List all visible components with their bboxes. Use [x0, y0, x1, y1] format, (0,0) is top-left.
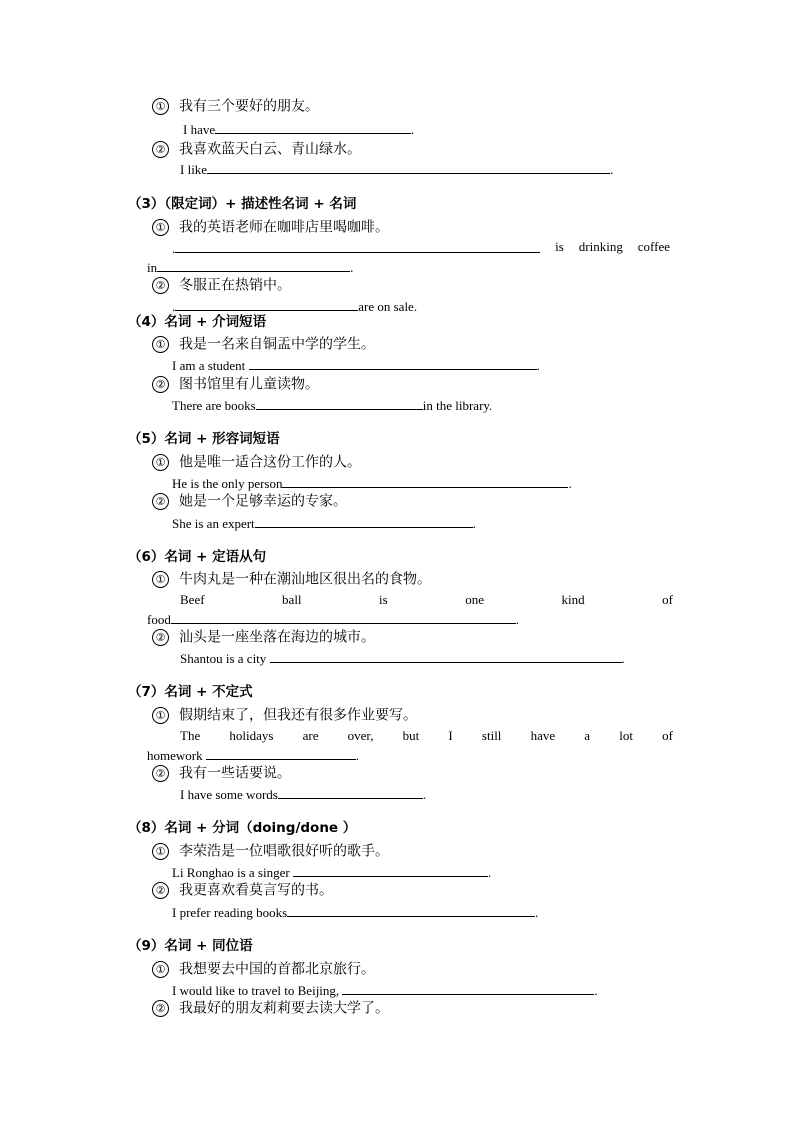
item-number: ① [152, 707, 169, 724]
answer-blank[interactable] [256, 397, 423, 410]
item-7-1-chinese: ① 假期结束了，但我还有很多作业要写。 [152, 707, 417, 724]
item-9-1-english: I would like to travel to Beijing, . [172, 983, 598, 998]
item-4-2-english: There are books in the library. [172, 398, 493, 413]
section-heading-5: （5）名词 + 形容词短语 [128, 431, 280, 447]
item-8-1-chinese: ① 李荣浩是一位唱歌很好听的歌手。 [152, 843, 389, 860]
item-number: ① [152, 219, 169, 236]
item-number: ① [152, 961, 169, 978]
section-heading-7: （7）名词 + 不定式 [128, 684, 253, 700]
item-8-2-english: I prefer reading books . [172, 905, 539, 920]
answer-blank[interactable] [175, 240, 540, 253]
item-6-1-english: Beef ball is one kind of [180, 592, 673, 607]
item-2-1-chinese: ① 我有三个要好的朋友。 [152, 98, 319, 115]
item-number: ① [152, 843, 169, 860]
item-number: ② [152, 629, 169, 646]
answer-blank[interactable] [278, 786, 423, 799]
item-7-1-english-cont: homework . [147, 748, 360, 763]
answer-blank[interactable] [249, 357, 537, 370]
item-2-2-english: I like . [180, 162, 614, 177]
item-5-1-chinese: ① 他是唯一适合这份工作的人。 [152, 454, 361, 471]
item-5-1-english: He is the only person . [172, 476, 572, 491]
item-number: ① [152, 454, 169, 471]
answer-blank[interactable] [157, 259, 350, 272]
item-6-1-chinese: ① 牛肉丸是一种在潮汕地区很出名的食物。 [152, 571, 431, 588]
item-4-2-chinese: ② 图书馆里有儿童读物。 [152, 376, 319, 393]
section-heading-4: （4）名词 + 介词短语 [128, 314, 267, 330]
item-number: ② [152, 376, 169, 393]
item-4-1-english: I am a student . [172, 358, 540, 373]
item-6-2-english: Shantou is a city . [180, 651, 625, 666]
answer-blank[interactable] [287, 904, 535, 917]
item-3-1-english: . is drinking coffee [172, 239, 670, 256]
item-number: ② [152, 1000, 169, 1017]
item-5-2-chinese: ② 她是一个足够幸运的专家。 [152, 493, 347, 510]
item-6-1-english-cont: food . [147, 612, 520, 627]
item-4-1-chinese: ① 我是一名来自铜盂中学的学生。 [152, 336, 375, 353]
item-3-2-chinese: ② 冬服正在热销中。 [152, 277, 291, 294]
section-heading-3: （3）（限定词）+ 描述性名词 + 名词 [128, 196, 357, 212]
item-2-2-chinese: ② 我喜欢蓝天白云、青山绿水。 [152, 141, 361, 158]
item-3-2-english: . are on sale. [172, 299, 418, 314]
item-number: ① [152, 98, 169, 115]
item-5-2-english: She is an expert . [172, 516, 476, 531]
answer-blank[interactable] [293, 864, 488, 877]
answer-blank[interactable] [206, 747, 356, 760]
item-number: ① [152, 571, 169, 588]
answer-blank[interactable] [207, 161, 610, 174]
answer-blank[interactable] [255, 515, 473, 528]
item-number: ② [152, 882, 169, 899]
section-heading-8: （8）名词 + 分词（doing/done ） [128, 820, 357, 836]
item-6-2-chinese: ② 汕头是一座坐落在海边的城市。 [152, 629, 375, 646]
item-number: ② [152, 493, 169, 510]
item-9-1-chinese: ① 我想要去中国的首都北京旅行。 [152, 961, 375, 978]
item-3-1-english-cont: in . [147, 260, 354, 275]
item-number: ② [152, 765, 169, 782]
item-number: ① [152, 336, 169, 353]
answer-blank[interactable] [270, 650, 622, 663]
item-7-1-english: The holidays are over, but I still have a lot of [180, 728, 673, 743]
item-number: ② [152, 141, 169, 158]
item-7-2-chinese: ② 我有一些话要说。 [152, 765, 291, 782]
item-number: ② [152, 277, 169, 294]
answer-blank[interactable] [342, 982, 594, 995]
section-heading-6: （6）名词 + 定语从句 [128, 549, 267, 565]
answer-blank[interactable] [215, 121, 411, 134]
item-8-1-english: Li Ronghao is a singer . [172, 865, 492, 880]
item-8-2-chinese: ② 我更喜欢看莫言写的书。 [152, 882, 333, 899]
answer-blank[interactable] [171, 611, 516, 624]
section-heading-9: （9）名词 + 同位语 [128, 938, 253, 954]
item-2-1-english: I have . [183, 122, 415, 137]
item-3-1-chinese: ① 我的英语老师在咖啡店里喝咖啡。 [152, 219, 389, 236]
item-9-2-chinese: ② 我最好的朋友莉莉要去读大学了。 [152, 1000, 389, 1017]
item-7-2-english: I have some words . [180, 787, 427, 802]
answer-blank[interactable] [175, 298, 358, 311]
answer-blank[interactable] [282, 475, 568, 488]
